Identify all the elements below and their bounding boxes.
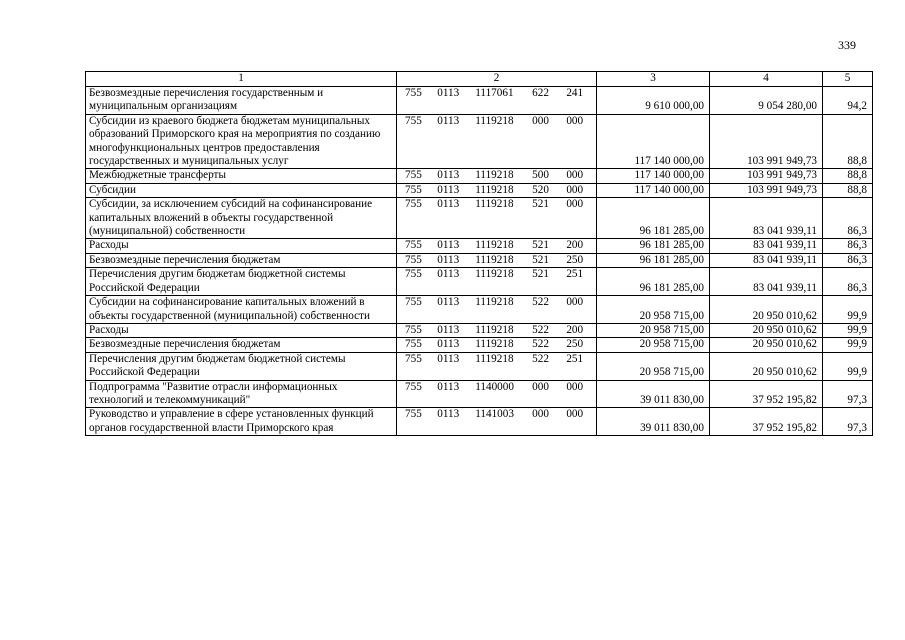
code-part: 755 — [405, 296, 422, 309]
header-cell: 2 — [397, 72, 597, 87]
code-part: 000 — [566, 114, 584, 127]
budget-table-body — [86, 72, 873, 436]
code-part: 200 — [566, 323, 584, 336]
row-name: Безвозмездные перечисления бюджетам — [86, 338, 397, 352]
value-v5: 97,3 — [823, 380, 873, 408]
code-part: 000 — [566, 169, 584, 182]
table-row — [86, 198, 873, 239]
row-code — [397, 268, 597, 296]
code-part: 521 — [532, 198, 549, 211]
table-row — [86, 114, 873, 169]
value-v4: 20 950 010,62 — [710, 323, 823, 337]
code-part: 1119218 — [475, 114, 514, 127]
row-code — [397, 253, 597, 267]
row-name: Подпрограмма "Развитие отрасли информационных технологий и телекоммуникаций" — [86, 380, 397, 408]
code-part: 0113 — [437, 114, 460, 127]
value-v4: 83 041 939,11 — [710, 253, 823, 267]
value-v3: 20 958 715,00 — [597, 352, 710, 380]
code-part: 1119218 — [475, 169, 514, 182]
code-part: 1119218 — [475, 323, 514, 336]
code-part: 521 — [532, 268, 549, 281]
row-name: Субсидии, за исключением субсидий на софинансирование капитальных вложений в объекты государственной (муниципальной) собственности — [86, 198, 397, 239]
code-part: 0113 — [437, 296, 460, 309]
table-row — [86, 239, 873, 253]
code-part: 522 — [532, 338, 549, 351]
code-part: 0113 — [437, 268, 460, 281]
code-part: 0113 — [437, 198, 460, 211]
table-row — [86, 408, 873, 436]
code-part: 755 — [405, 239, 422, 252]
header-row — [86, 72, 873, 87]
row-name: Перечисления другим бюджетам бюджетной системы Российской Федерации — [86, 352, 397, 380]
code-part: 0113 — [437, 253, 460, 266]
value-v4: 37 952 195,82 — [710, 408, 823, 436]
code-part: 000 — [566, 296, 584, 309]
code-group — [397, 268, 596, 281]
code-part: 755 — [405, 352, 422, 365]
code-part: 755 — [405, 87, 422, 99]
value-v4: 37 952 195,82 — [710, 380, 823, 408]
code-group — [397, 169, 596, 182]
code-part: 200 — [566, 239, 584, 252]
value-v3: 9 610 000,00 — [597, 87, 710, 115]
code-part: 622 — [532, 87, 549, 99]
table-row — [86, 169, 873, 183]
value-v4: 20 950 010,62 — [710, 296, 823, 324]
code-group — [397, 353, 596, 366]
code-part: 755 — [405, 114, 422, 127]
header-cell: 3 — [597, 72, 710, 87]
value-v3: 117 140 000,00 — [597, 183, 710, 197]
code-part: 241 — [566, 87, 584, 99]
code-part: 250 — [566, 253, 584, 266]
value-v5: 94,2 — [823, 87, 873, 115]
code-part: 000 — [532, 380, 549, 393]
code-group — [397, 381, 596, 394]
code-part: 1141003 — [475, 408, 514, 421]
code-part: 522 — [532, 296, 549, 309]
code-part: 000 — [566, 198, 584, 211]
value-v3: 96 181 285,00 — [597, 198, 710, 239]
table-row — [86, 87, 873, 115]
value-v5: 88,8 — [823, 183, 873, 197]
code-part: 000 — [532, 408, 549, 421]
code-part: 755 — [405, 323, 422, 336]
table-row — [86, 380, 873, 408]
code-group — [397, 87, 596, 100]
code-part: 0113 — [437, 183, 460, 196]
value-v4: 103 991 949,73 — [710, 183, 823, 197]
code-part: 0113 — [437, 239, 460, 252]
code-part: 521 — [532, 253, 549, 266]
row-code — [397, 380, 597, 408]
row-code — [397, 352, 597, 380]
code-part: 755 — [405, 268, 422, 281]
row-code — [397, 114, 597, 169]
row-name: Расходы — [86, 323, 397, 337]
code-part: 755 — [405, 408, 422, 421]
code-part: 1140000 — [475, 380, 514, 393]
value-v5: 99,9 — [823, 323, 873, 337]
code-part: 522 — [532, 352, 549, 365]
value-v3: 117 140 000,00 — [597, 114, 710, 169]
value-v4: 20 950 010,62 — [710, 338, 823, 352]
code-group — [397, 115, 596, 128]
code-group — [397, 239, 596, 252]
header-cell: 4 — [710, 72, 823, 87]
value-v5: 99,9 — [823, 352, 873, 380]
table-row — [86, 323, 873, 337]
code-part: 1119218 — [475, 198, 514, 211]
code-part: 755 — [405, 380, 422, 393]
value-v3: 39 011 830,00 — [597, 380, 710, 408]
code-part: 0113 — [437, 408, 460, 421]
code-part: 251 — [566, 268, 584, 281]
row-code — [397, 183, 597, 197]
code-group — [397, 184, 596, 197]
page-number: 339 — [838, 38, 856, 52]
row-name: Руководство и управление в сфере установленных функций органов государственной власти Приморского края — [86, 408, 397, 436]
value-v3: 39 011 830,00 — [597, 408, 710, 436]
header-cell: 1 — [86, 72, 397, 87]
code-part: 755 — [405, 338, 422, 351]
value-v3: 20 958 715,00 — [597, 323, 710, 337]
code-part: 1119218 — [475, 253, 514, 266]
value-v3: 96 181 285,00 — [597, 239, 710, 253]
row-code — [397, 338, 597, 352]
row-code — [397, 296, 597, 324]
code-group — [397, 324, 596, 337]
code-part: 0113 — [437, 87, 460, 99]
code-part: 755 — [405, 169, 422, 182]
table-row — [86, 253, 873, 267]
code-part: 1119218 — [475, 352, 514, 365]
code-group — [397, 254, 596, 267]
code-part: 000 — [566, 380, 584, 393]
code-part: 0113 — [437, 352, 460, 365]
value-v5: 86,3 — [823, 239, 873, 253]
value-v5: 86,3 — [823, 268, 873, 296]
code-group — [397, 296, 596, 309]
code-part: 250 — [566, 338, 584, 351]
code-group — [397, 338, 596, 351]
code-group — [397, 198, 596, 211]
code-part: 251 — [566, 352, 584, 365]
value-v5: 97,3 — [823, 408, 873, 436]
row-code — [397, 239, 597, 253]
code-part: 521 — [532, 239, 549, 252]
value-v5: 88,8 — [823, 169, 873, 183]
code-part: 0113 — [437, 323, 460, 336]
header-cell: 5 — [823, 72, 873, 87]
value-v4: 83 041 939,11 — [710, 239, 823, 253]
code-part: 0113 — [437, 338, 460, 351]
code-part: 520 — [532, 183, 549, 196]
row-name: Субсидии на софинансирование капитальных вложений в объекты государственной (муниципальной) собственности — [86, 296, 397, 324]
code-part: 500 — [532, 169, 549, 182]
row-code — [397, 169, 597, 183]
row-code — [397, 87, 597, 115]
value-v3: 96 181 285,00 — [597, 268, 710, 296]
value-v4: 103 991 949,73 — [710, 114, 823, 169]
value-v5: 99,9 — [823, 338, 873, 352]
code-part: 1119218 — [475, 338, 514, 351]
code-part: 0113 — [437, 380, 460, 393]
code-part: 000 — [566, 408, 584, 421]
value-v5: 86,3 — [823, 198, 873, 239]
code-group — [397, 408, 596, 421]
value-v3: 20 958 715,00 — [597, 296, 710, 324]
table-row — [86, 183, 873, 197]
row-name: Перечисления другим бюджетам бюджетной системы Российской Федерации — [86, 268, 397, 296]
row-name: Межбюджетные трансферты — [86, 169, 397, 183]
code-part: 1117061 — [475, 87, 514, 99]
code-part: 1119218 — [475, 296, 514, 309]
row-name: Безвозмездные перечисления государственным и муниципальным организациям — [86, 87, 397, 115]
code-part: 1119218 — [475, 268, 514, 281]
row-code — [397, 323, 597, 337]
value-v5: 88,8 — [823, 114, 873, 169]
value-v4: 83 041 939,11 — [710, 198, 823, 239]
code-part: 522 — [532, 323, 549, 336]
code-part: 000 — [532, 114, 549, 127]
code-part: 755 — [405, 253, 422, 266]
table-row — [86, 268, 873, 296]
row-name: Субсидии — [86, 183, 397, 197]
value-v4: 9 054 280,00 — [710, 87, 823, 115]
code-part: 000 — [566, 183, 584, 196]
row-name: Безвозмездные перечисления бюджетам — [86, 253, 397, 267]
code-part: 755 — [405, 198, 422, 211]
code-part: 755 — [405, 183, 422, 196]
value-v3: 96 181 285,00 — [597, 253, 710, 267]
value-v4: 20 950 010,62 — [710, 352, 823, 380]
code-part: 1119218 — [475, 183, 514, 196]
value-v5: 99,9 — [823, 296, 873, 324]
value-v3: 20 958 715,00 — [597, 338, 710, 352]
table-row — [86, 352, 873, 380]
row-code — [397, 408, 597, 436]
value-v4: 83 041 939,11 — [710, 268, 823, 296]
table-row — [86, 296, 873, 324]
row-code — [397, 198, 597, 239]
row-name: Расходы — [86, 239, 397, 253]
row-name: Субсидии из краевого бюджета бюджетам муниципальных образований Приморского края на мероприятия по созданию многофункциональных центров предоставления государственных и муниципальных услуг — [86, 114, 397, 169]
budget-table — [85, 71, 873, 436]
value-v3: 117 140 000,00 — [597, 169, 710, 183]
value-v5: 86,3 — [823, 253, 873, 267]
table-row — [86, 338, 873, 352]
code-part: 0113 — [437, 169, 460, 182]
value-v4: 103 991 949,73 — [710, 169, 823, 183]
code-part: 1119218 — [475, 239, 514, 252]
